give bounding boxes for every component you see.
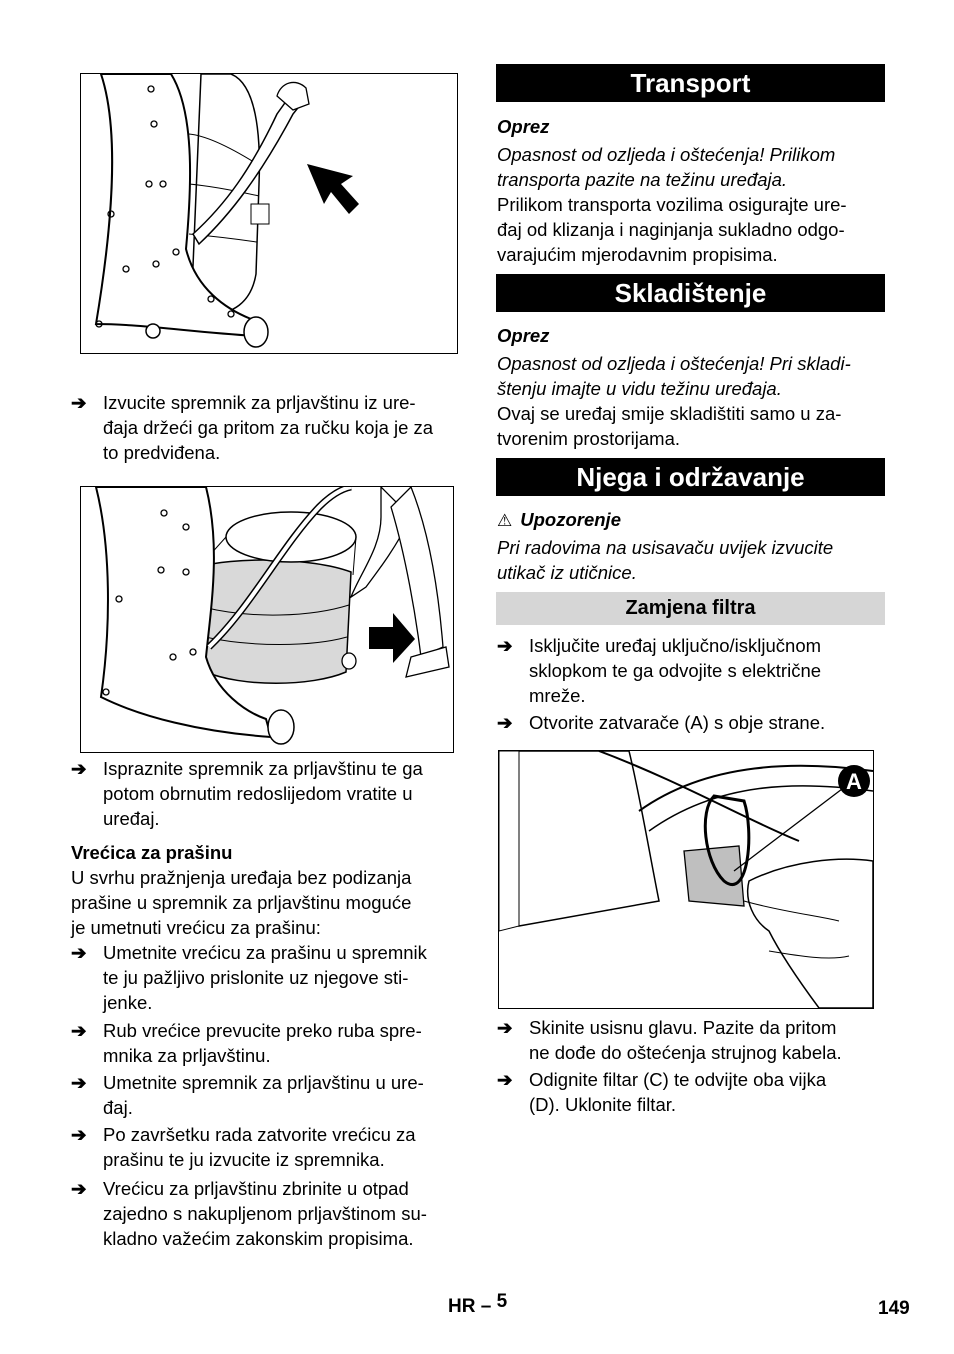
subheading: Vrećica za prašinu [71,842,233,863]
arrow-icon: ➔ [497,712,513,733]
heading-storage: Skladištenje [496,274,885,312]
heading-care: Njega i održavanje [496,458,885,496]
arrow-icon: ➔ [497,635,513,656]
caution-label: Oprez [497,116,550,137]
arrow-icon: ➔ [71,758,87,779]
warning-triangle-icon: ⚠ [497,511,513,531]
page-number: 149 [878,1298,910,1319]
arrow-icon: ➔ [71,1072,87,1093]
arrow-icon: ➔ [71,1124,87,1145]
arrow-icon: ➔ [71,1178,87,1199]
figure-empty-container [80,486,454,753]
warning-label: ⚠ Upozorenje [497,509,621,531]
heading-transport: Transport [496,64,885,102]
callout-label: A [846,769,862,794]
arrow-icon: ➔ [497,1069,513,1090]
paragraph: U svrhu pražnjenja uređaja bez podizanja prašine u spremnik za prljavštinu moguće je umetnuti vrećicu za prašinu: [71,867,412,938]
arrow-icon: ➔ [71,392,87,413]
paragraph: Prilikom transporta vozilima osigurajte ure- đaj od klizanja i naginjanja sukladno odgo- varajućim mjerodavnim propisima. [497,194,847,265]
subheading-filter: Zamjena filtra [496,592,885,625]
arrow-icon: ➔ [71,1020,87,1041]
figure-clasp [498,750,874,1009]
warning-text: Opasnost od ozljeda i oštećenja! Prilikom transporta pazite na težinu uređaja. [497,144,836,190]
footer-section: HR – 5 [448,1291,508,1317]
arrow-icon: ➔ [71,942,87,963]
warning-text: Pri radovima na usisavaču uvijek izvucite utikač iz utičnice. [497,537,834,583]
figure-remove-container [80,73,458,354]
arrow-icon: ➔ [497,1017,513,1038]
paragraph: Ovaj se uređaj smije skladištiti samo u za- tvorenim prostorijama. [497,403,842,449]
warning-text: Opasnost od ozljeda i oštećenja! Pri skladi- štenju imajte u vidu težinu uređaja. [497,353,851,399]
caution-label: Oprez [497,325,550,346]
